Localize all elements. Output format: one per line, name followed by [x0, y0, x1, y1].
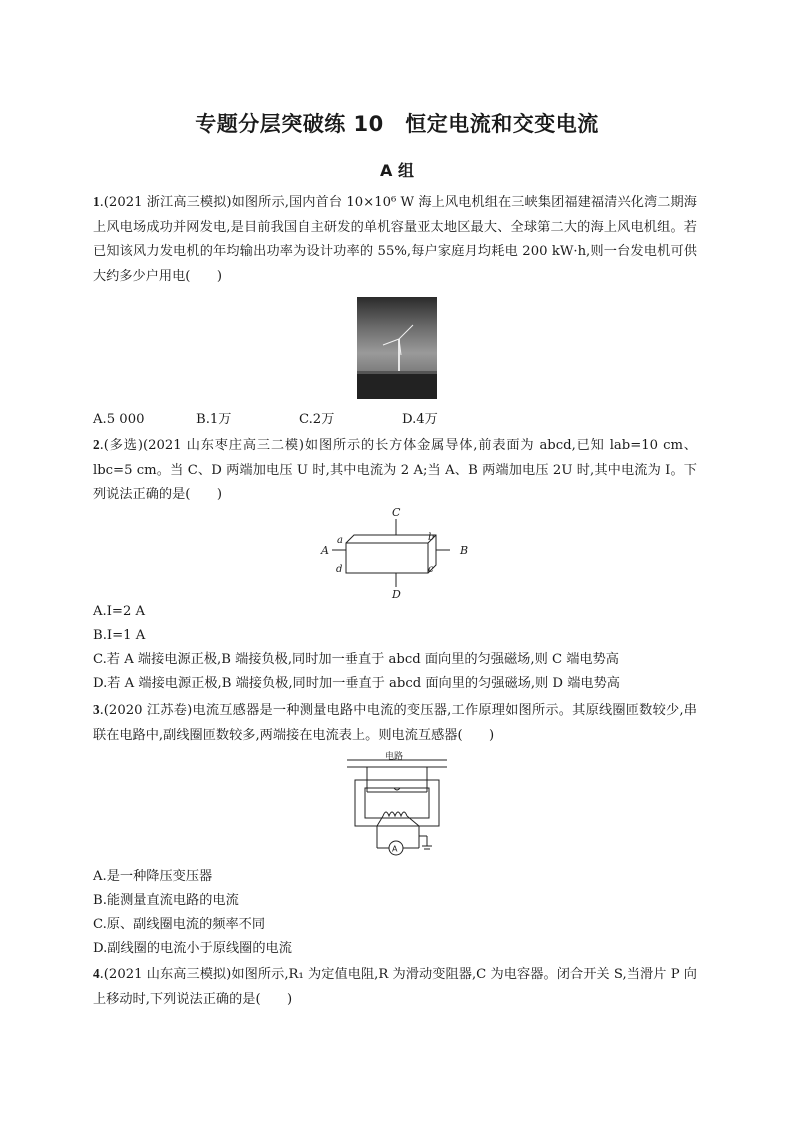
label-d-corner: d [336, 564, 343, 575]
question-text: .(2021 浙江高三模拟)如图所示,国内首台 10×10⁶ W 海上风电机组在三峡集团福建福清兴化湾二期海上风电场成功并网发电,是目前我国自主研发的单机容量亚太地区最大、全球第二大的海上风电机组。若已知该风力发电机的年均输出功率为设计功率的 55%,每户家庭月均耗电 200 kW·h,则一台发电机可供大约多少户用电( ) [93, 195, 697, 284]
ammeter-label: A [392, 844, 398, 854]
wind-turbine-icon [357, 297, 437, 399]
question-number: 4 [93, 966, 100, 981]
option-b[interactable]: B.1万 [196, 412, 232, 427]
label-c-terminal: C [392, 506, 401, 519]
label-a-terminal: A [321, 544, 329, 557]
option-a[interactable]: A.5 000 [93, 412, 145, 427]
question-2 [93, 433, 697, 508]
page-title: 专题分层突破练 10 恒定电流和交变电流 [195, 112, 599, 136]
option-d[interactable]: D.4万 [402, 412, 438, 427]
q2-option-b[interactable]: B.I=1 A [93, 628, 146, 643]
wind-turbine-photo [357, 297, 437, 399]
label-b-corner: b [428, 532, 435, 543]
group-heading: A 组 [380, 161, 414, 180]
option-c[interactable]: C.2万 [299, 412, 335, 427]
question-4 [93, 962, 697, 1012]
transformer-circuit [343, 750, 451, 858]
label-c-corner: c [428, 564, 434, 575]
q3-option-c[interactable]: C.原、副线圈电流的频率不同 [93, 917, 266, 932]
question-text: .(2020 江苏卷)电流互感器是一种测量电路中电流的变压器,工作原理如图所示。其原线圈匝数较少,串联在电路中,副线圈匝数较多,两端接在电流表上。则电流互感器( ) [93, 703, 697, 743]
q3-option-a[interactable]: A.是一种降压变压器 [93, 869, 213, 884]
q2-option-d[interactable]: D.若 A 端接电源正极,B 端接负极,同时加一垂直于 abcd 面向里的匀强磁场,则 D 端电势高 [93, 676, 620, 691]
label-a-corner: a [337, 535, 343, 546]
label-d-terminal: D [392, 588, 401, 600]
current-transformer-diagram [343, 750, 451, 858]
q3-option-d[interactable]: D.副线圈的电流小于原线圈的电流 [93, 941, 292, 956]
question-text: .(多选)(2021 山东枣庄高三二模)如图所示的长方体金属导体,前表面为 abcd,已知 lab=10 cm、lbc=5 cm。当 C、D 两端加电压 U 时,其中电流为 2 A;当 A、B 两端加电压 2U 时,其中电流为 I。下列说法正确的是( ) [93, 438, 697, 502]
q1-options [93, 410, 505, 430]
q2-option-a[interactable]: A.I=2 A [93, 604, 146, 619]
question-number: 1 [93, 194, 100, 209]
circuit-label: 电路 [385, 752, 404, 762]
label-b-terminal: B [460, 544, 469, 557]
q2-option-c[interactable]: C.若 A 端接电源正极,B 端接负极,同时加一垂直于 abcd 面向里的匀强磁场,则 C 端电势高 [93, 652, 619, 667]
conductor-diagram [318, 505, 478, 600]
question-number: 3 [93, 702, 100, 717]
question-1 [93, 190, 697, 289]
question-text: .(2021 山东高三模拟)如图所示,R₁ 为定值电阻,R 为滑动变阻器,C 为电容器。闭合开关 S,当滑片 P 向上移动时,下列说法正确的是( ) [93, 967, 697, 1007]
question-number: 2 [93, 437, 100, 452]
cuboid-diagram [318, 505, 478, 600]
q3-option-b[interactable]: B.能测量直流电路的电流 [93, 893, 239, 908]
question-3 [93, 698, 697, 748]
